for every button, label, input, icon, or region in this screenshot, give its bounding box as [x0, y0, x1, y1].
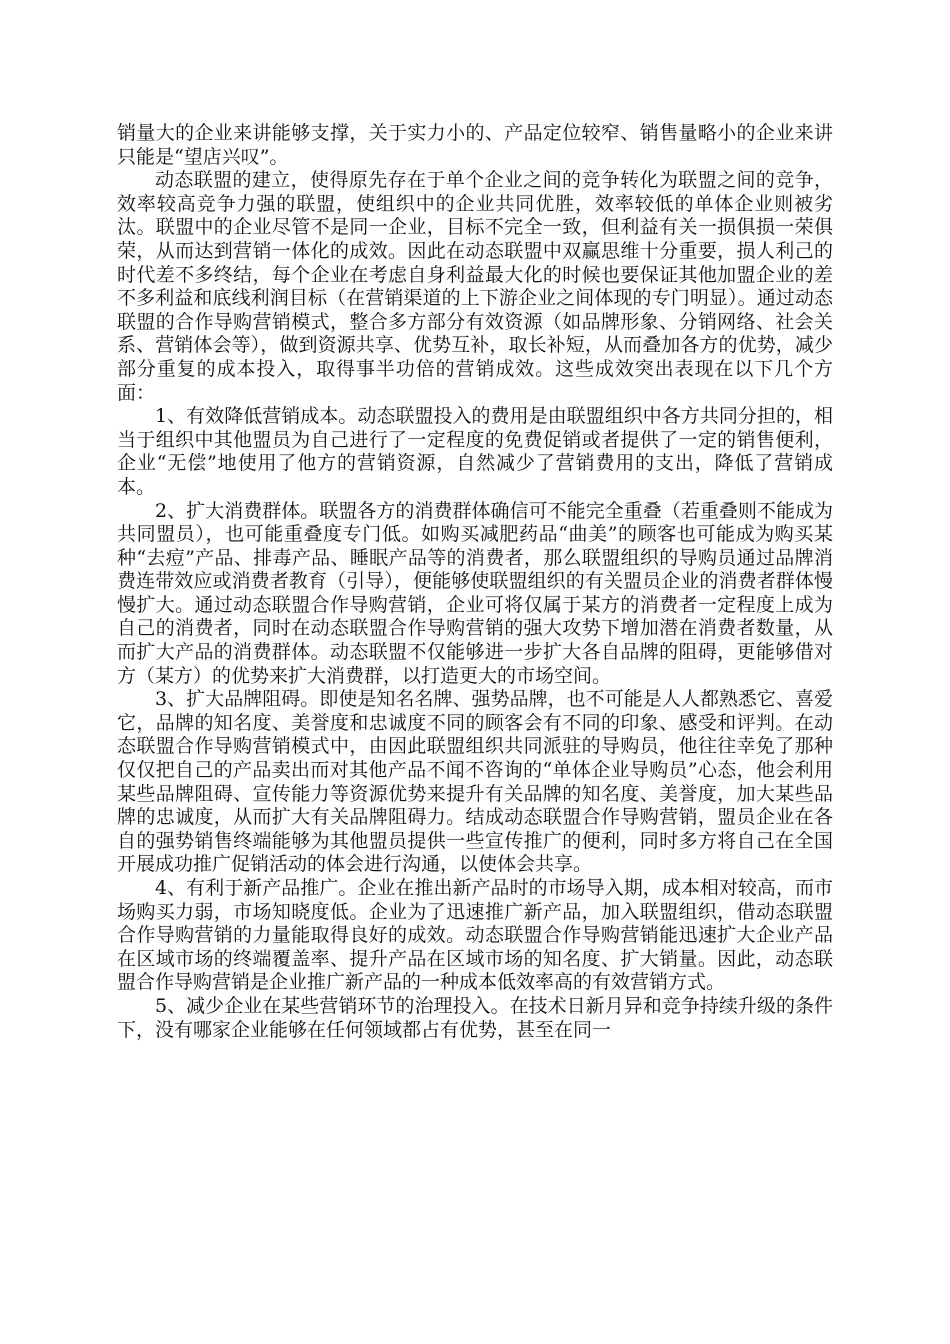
paragraph-dynamic-alliance: 动态联盟的建立，使得原先存在于单个企业之间的竞争转化为联盟之间的竞争，效率较高竞争力强的联盟，使组织中的企业共同优胜，效率较低的单体企业则被劣汰。联盟中的企业尽管不是同一企业，目标不完全一致，但利益有关一损俱损一荣俱荣，从而达到营销一体化的成效。因此在动态联盟中双赢思维十分重要，损人利己的时代差不多终结，每个企业在考虑自身利益最大化的时候也要保证其他加盟企业的差不多利益和底线利润目标（在营销渠道的上下游企业之间体现的专门明显）。通过动态联盟的合作导购营销模式，整合多方部分有效资源（如品牌形象、分销网络、社会关系、营销体会等），做到资源共享、优势互补，取长补短，从而叠加各方的优势，减少部分重复的成本投入，取得事半功倍的营销成效。这些成效突出表现在以下几个方面：	[117, 169, 833, 404]
paragraph-point-1: 1、有效降低营销成本。动态联盟投入的费用是由联盟组织中各方共同分担的，相当于组织中其他盟员为自己进行了一定程度的免费促销或者提供了一定的销售便利，企业“无偿”地使用了他方的营销资源，自然减少了营销费用的支出，降低了营销成本。	[117, 405, 833, 498]
paragraph-continuation: 销量大的企业来讲能够支撑，关于实力小的、产品定位较窄、销售量略小的企业来讲只能是“望店兴叹”。	[117, 122, 833, 168]
paragraph-point-5: 5、减少企业在某些营销环节的治理投入。在技术日新月异和竞争持续升级的条件下，没有哪家企业能够在任何领域都占有优势，甚至在同一	[117, 994, 833, 1041]
paragraph-point-3: 3、扩大品牌阻碍。即使是知名名牌、强势品牌，也不可能是人人都熟悉它、喜爱它，品牌的知名度、美誉度和忠诚度不同的顾客会有不同的印象、感受和评判。在动态联盟合作导购营销模式中，由因此联盟组织共同派驻的导购员，他往往幸免了那种仅仅把自己的产品卖出而对其他产品不闻不咨询的“单体企业导购员”心态，他会利用某些品牌阻碍、宣传能力等资源优势来提升有关品牌的知名度、美誉度，加大某些品牌的忠诚度，从而扩大有关品牌阻碍力。结成动态联盟合作导购营销，盟员企业在各自的强势销售终端能够为其他盟员提供一些宣传推广的便利，同时多方将自己在全国开展成功推广促销活动的体会进行沟通，以使体会共享。	[117, 688, 833, 876]
document-page	[117, 122, 833, 1042]
paragraph-point-4: 4、有利于新产品推广。企业在推出新产品时的市场导入期，成本相对较高，而市场购买力弱，市场知晓度低。企业为了迅速推广新产品，加入联盟组织，借动态联盟合作导购营销的力量能取得良好的成效。动态联盟合作导购营销能迅速扩大企业产品在区域市场的终端覆盖率、提升产品在区域市场的知名度、扩大销量。因此，动态联盟合作导购营销是企业推广新产品的一种成本低效率高的有效营销方式。	[117, 877, 833, 994]
paragraph-point-2: 2、扩大消费群体。联盟各方的消费群体确信可不能完全重叠（若重叠则不能成为共同盟员），也可能重叠度专门低。如购买减肥药品“曲美”的顾客也可能成为购买某种“去痘”产品、排毒产品、睡眠产品等的消费者，那么联盟组织的导购员通过品牌消费连带效应或消费者教育（引导），便能够使联盟组织的有关盟员企业的消费者群体慢慢扩大。通过动态联盟合作导购营销，企业可将仅属于某方的消费者一定程度上成为自己的消费者，同时在动态联盟合作导购营销的强大攻势下增加潜在消费者数量，从而扩大产品的消费群体。动态联盟不仅能够进一步扩大各自品牌的阻碍，更能够借对方（某方）的优势来扩大消费群，以打造更大的市场空间。	[117, 499, 833, 687]
